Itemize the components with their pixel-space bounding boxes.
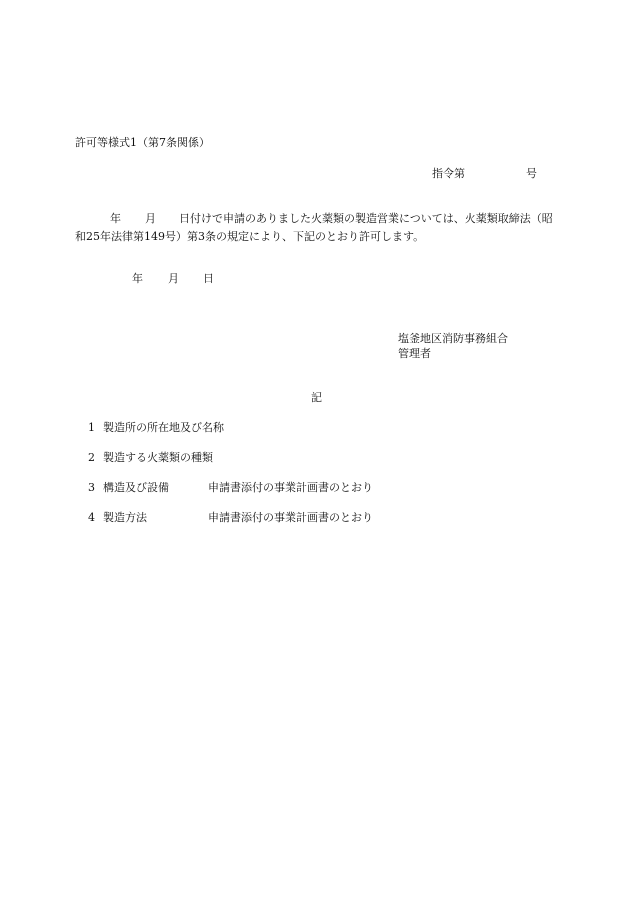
body-line-2: 和25年法律第149号）第3条の規定により、下記のとおり許可します。 [75,230,425,243]
issue-date-month: 月 [168,272,179,285]
list-item [0,512,630,526]
ki-heading: 記 [311,391,322,404]
issue-date-day: 日 [203,272,214,285]
body-line-1 [75,213,630,227]
item-number: 1 [88,421,95,434]
issue-date-year: 年 [132,272,143,285]
order-number-prefix: 指令第 [432,167,465,180]
item-number: 4 [88,511,95,524]
item-label: 製造所の所在地及び名称 [103,421,224,434]
item-label: 構造及び設備 [103,481,169,494]
body-year-label: 年 [110,212,121,225]
item-label: 製造方法 [103,511,147,524]
list-item [0,452,630,466]
list-item [0,422,630,436]
item-value: 申請書添付の事業計画書のとおり [208,481,373,494]
item-number: 2 [88,451,95,464]
item-number: 3 [88,481,95,494]
list-item [0,482,630,496]
item-value: 申請書添付の事業計画書のとおり [208,511,373,524]
item-label: 製造する火薬類の種類 [103,451,213,464]
body-month-label: 月 [145,212,156,225]
form-title: 許可等様式1（第7条関係） [75,136,210,149]
issuer-organization: 塩釜地区消防事務組合 [398,332,508,345]
order-number-suffix: 号 [526,167,537,180]
issuer-title: 管理者 [398,347,431,360]
body-line-1-text: 日付けで申請のありました火薬類の製造営業については、火薬類取締法（昭 [179,212,553,225]
